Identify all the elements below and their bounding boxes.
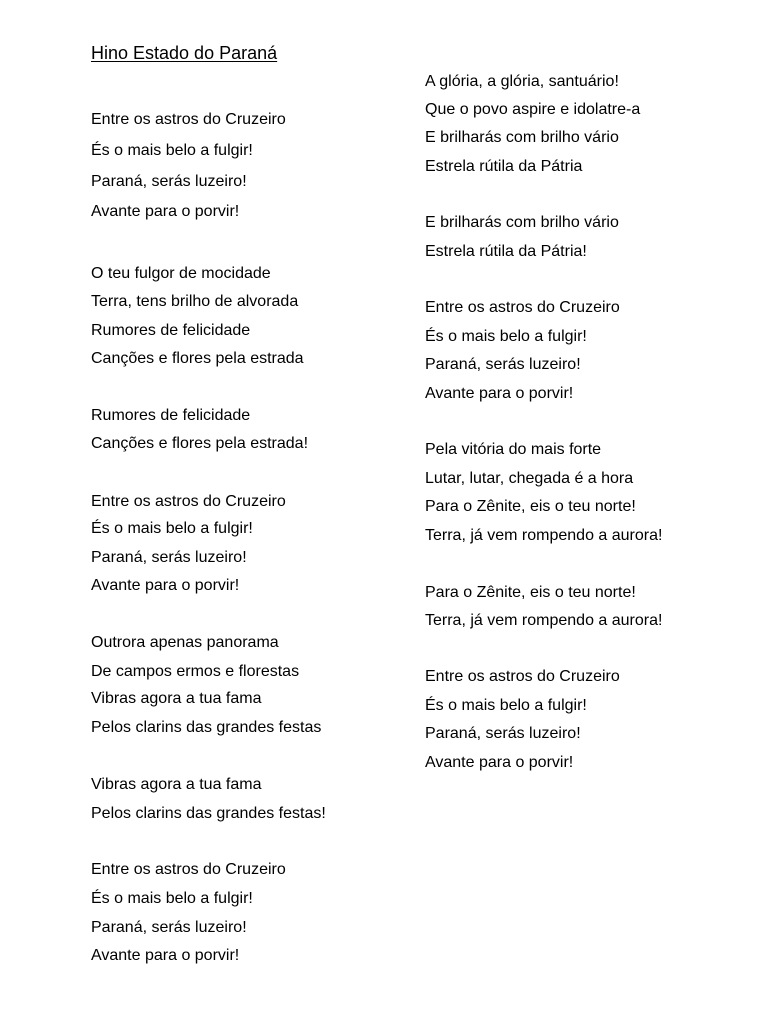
lyric-line: Rumores de felicidade	[91, 407, 251, 424]
lyric-line: Vibras agora a tua fama	[91, 776, 262, 793]
lyric-line: Entre os astros do Cruzeiro	[425, 299, 620, 316]
lyric-line: E brilharás com brilho vário	[425, 129, 619, 146]
lyric-line: Para o Zênite, eis o teu norte!	[425, 584, 636, 601]
lyric-line: Canções e flores pela estrada!	[91, 435, 309, 452]
lyric-line: O teu fulgor de mocidade	[91, 265, 271, 282]
lyric-line: Terra, tens brilho de alvorada	[91, 293, 299, 310]
lyric-line: Pelos clarins das grandes festas!	[91, 805, 326, 822]
lyric-line: Paraná, serás luzeiro!	[91, 549, 247, 566]
lyric-line: Paraná, serás luzeiro!	[91, 919, 247, 936]
lyric-line: Estrela rútila da Pátria!	[425, 243, 587, 260]
lyric-line: Canções e flores pela estrada	[91, 350, 304, 367]
lyric-line: De campos ermos e florestas	[91, 663, 300, 680]
lyric-line: Paraná, serás luzeiro!	[91, 173, 247, 190]
lyric-line: És o mais belo a fulgir!	[425, 328, 587, 345]
lyric-line: Lutar, lutar, chegada é a hora	[425, 470, 634, 487]
lyric-line: Avante para o porvir!	[91, 947, 240, 964]
lyric-line: Estrela rútila da Pátria	[425, 158, 583, 175]
lyric-line: És o mais belo a fulgir!	[425, 697, 587, 714]
lyric-line: A glória, a glória, santuário!	[425, 73, 619, 90]
lyric-line: Avante para o porvir!	[91, 203, 240, 220]
lyric-line: E brilharás com brilho vário	[425, 214, 619, 231]
lyric-line: Pelos clarins das grandes festas	[91, 719, 322, 736]
lyric-line: Avante para o porvir!	[425, 754, 574, 771]
lyric-line: Outrora apenas panorama	[91, 634, 279, 651]
lyric-line: Paraná, serás luzeiro!	[425, 725, 581, 742]
lyric-line: És o mais belo a fulgir!	[91, 142, 253, 159]
lyric-line: Terra, já vem rompendo a aurora!	[425, 527, 663, 544]
lyric-line: Avante para o porvir!	[91, 577, 240, 594]
page-title: Hino Estado do Paraná	[91, 43, 278, 63]
lyric-line: Paraná, serás luzeiro!	[425, 356, 581, 373]
lyric-line: Rumores de felicidade	[91, 322, 251, 339]
lyric-line: Entre os astros do Cruzeiro	[425, 668, 620, 685]
lyric-line: Entre os astros do Cruzeiro	[91, 861, 286, 878]
lyric-line: És o mais belo a fulgir!	[91, 890, 253, 907]
lyric-line: Vibras agora a tua fama	[91, 690, 262, 707]
lyric-line: Entre os astros do Cruzeiro	[91, 111, 286, 128]
lyric-line: Terra, já vem rompendo a aurora!	[425, 612, 663, 629]
lyric-line: Avante para o porvir!	[425, 385, 574, 402]
lyric-line: Que o povo aspire e idolatre-a	[425, 101, 641, 118]
lyric-line: Entre os astros do Cruzeiro	[91, 493, 286, 510]
lyric-line: Pela vitória do mais forte	[425, 441, 602, 458]
lyric-line: És o mais belo a fulgir!	[91, 520, 253, 537]
lyric-line: Para o Zênite, eis o teu norte!	[425, 498, 636, 515]
